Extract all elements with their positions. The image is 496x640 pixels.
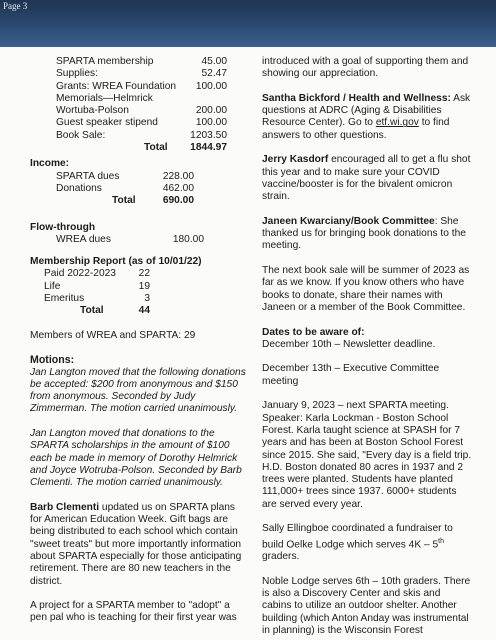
noble-paragraph: Noble Lodge serves 6th – 10th graders. There is also a Discovery Center and skis and cabins to utilize an outdoor shelter. Another building (which Anton Anday was instrumental in planning) is the Wisconsin Forest <box>262 575 471 637</box>
paragraph-text: to find answers to other questions. <box>262 117 450 141</box>
total-amount: 1844.97 <box>190 142 227 154</box>
row-label: SPARTA dues <box>56 170 120 182</box>
membership-section <box>30 256 248 317</box>
left-column <box>30 56 248 625</box>
date-item: December 10th – Newsletter deadline. <box>262 338 436 350</box>
total-label: Total <box>80 305 104 317</box>
speaker-name: Jerry Kasdorf <box>262 154 329 166</box>
row-label: Life <box>44 280 61 292</box>
motion-paragraph: Jan Langton moved that the following donations be accepted: $200 from anonymous and $150 from anonymous. Seconded by Judy Zimmerman. The motion carried unanimously. <box>30 366 246 415</box>
project-paragraph: A project for a SPARTA member to "adopt" a pen pal who is teaching for their first year was <box>30 600 237 624</box>
section-heading: Flow-through <box>30 221 96 233</box>
sally-paragraph <box>262 523 472 563</box>
total-row <box>30 305 248 317</box>
etf-link[interactable]: etf.wi.gov <box>375 117 419 129</box>
motion-paragraph: Jan Langton moved that donations to the SPARTA scholarships in the amount of $100 each be made in memory of Dorothy Helmrick and Joyce Wotruba-Polson. Seconded by Barb Clementi. The motion carried unanimously. <box>30 428 242 489</box>
superscript: th <box>438 537 444 545</box>
table-row <box>30 268 248 280</box>
row-amount: 52.47 <box>201 68 227 80</box>
total-row <box>30 142 248 154</box>
expenses-table <box>30 56 248 154</box>
paragraph-text: : She thanked us for bringing book donations to the meeting. <box>262 215 466 252</box>
table-row <box>30 68 248 80</box>
row-count: 22 <box>138 268 150 280</box>
paragraph-text: graders. <box>262 551 300 563</box>
paragraph-text: Ask questions at ADRC (Aging & Disabilities Resource Center). Go to <box>262 92 471 129</box>
table-row <box>30 130 248 142</box>
speaker-name: Barb Clementi <box>30 501 100 513</box>
table-row <box>30 117 248 129</box>
barb-paragraph <box>30 502 248 588</box>
row-label: Paid 2022-2023 <box>44 268 116 280</box>
header-bar <box>0 0 496 47</box>
section-heading: Income: <box>30 158 70 170</box>
income-section <box>30 158 248 207</box>
right-column <box>262 56 472 637</box>
intro-paragraph: introduced with a goal of supporting them and showing our appreciation. <box>262 56 469 80</box>
table-row <box>30 93 248 105</box>
page-label: Page 3 <box>3 1 28 11</box>
total-row <box>30 195 248 207</box>
paragraph-text: updated us on SPARTA plans for American Education Week. Gift bags are being distributed to each school which contain "sweet treats" but more importantly information about SPARTA especially for those anticipating retirement. There are 80 new teachers in the district. <box>30 501 242 587</box>
row-label: Guest speaker stipend <box>56 117 158 129</box>
speaker-name: Janeen Kwarciany/Book Committee <box>262 215 435 227</box>
row-label: Book Sale: <box>56 129 106 141</box>
table-row <box>30 81 248 93</box>
speaker-name: Santha Bickford / Health and Wellness: <box>262 92 451 104</box>
paragraph-text: Sally Ellingboe coordinated a fundraiser to build Oelke Lodge which serves 4K – 5 <box>262 523 453 550</box>
row-label: Memorials—Helmrick <box>56 92 153 104</box>
booksale-paragraph: The next book sale will be summer of 2023 as far as we know. If you know others who have books to donate, share their names with Janeen or a member of the Book Committee. <box>262 265 470 313</box>
janeen-paragraph <box>262 216 472 253</box>
table-row <box>30 293 248 305</box>
row-label: SPARTA membership <box>56 56 154 67</box>
paragraph-text: encouraged all to get a flu shot this year and to make sure your COVID vaccine/booster is for the bivalent omicron strain. <box>262 154 471 203</box>
total-label: Total <box>144 142 168 154</box>
motions-heading: Motions: <box>30 354 75 367</box>
row-label: WREA dues <box>56 233 111 245</box>
row-count: 19 <box>138 280 150 292</box>
total-label: Total <box>112 195 136 207</box>
table-row <box>30 56 248 68</box>
table-row <box>30 105 248 117</box>
table-row <box>30 234 248 246</box>
members-line: Members of WREA and SPARTA: 29 <box>30 329 196 341</box>
total-amount: 690.00 <box>162 195 194 207</box>
meeting-paragraph: January 9, 2023 – next SPARTA meeting. Speaker: Karla Lockman - Boston School Forest. Karla taught science at SPASH for 7 years and has been at Boston School Forest since 2015. She said, "Every day is a field trip. H.D. Boston donated 80 acres in 1937 and 2 trees were planted. Students have planted 111,000+ trees since 1937. 6000+ students are served every year. <box>262 400 472 510</box>
row-label: Supplies: <box>56 68 98 80</box>
table-row <box>30 281 248 293</box>
total-count: 44 <box>138 305 150 317</box>
dates-heading: Dates to be aware of: <box>262 326 365 338</box>
date-item: December 13th – Executive Committee meeting <box>262 363 440 387</box>
santha-paragraph <box>262 93 472 142</box>
row-amount: 45.00 <box>201 56 227 67</box>
row-count: 3 <box>144 293 150 305</box>
row-amount: 228.00 <box>162 170 194 182</box>
table-row <box>30 171 248 183</box>
table-row <box>30 183 248 195</box>
flow-through-section <box>30 222 248 247</box>
row-amount: 100.00 <box>195 80 227 92</box>
jerry-paragraph <box>262 154 472 203</box>
row-amount: 180.00 <box>172 233 204 245</box>
row-label: Grants: WREA Foundation <box>56 80 177 92</box>
section-heading: Membership Report (as of 10/01/22) <box>30 256 202 268</box>
row-amount: 462.00 <box>162 182 194 194</box>
row-label: Donations <box>56 182 102 194</box>
row-amount: 100.00 <box>195 117 227 129</box>
row-amount: 1203.50 <box>190 129 227 141</box>
row-amount: 200.00 <box>195 105 227 117</box>
row-label: Wortuba-Polson <box>56 105 129 117</box>
row-label: Emeritus <box>44 293 85 305</box>
